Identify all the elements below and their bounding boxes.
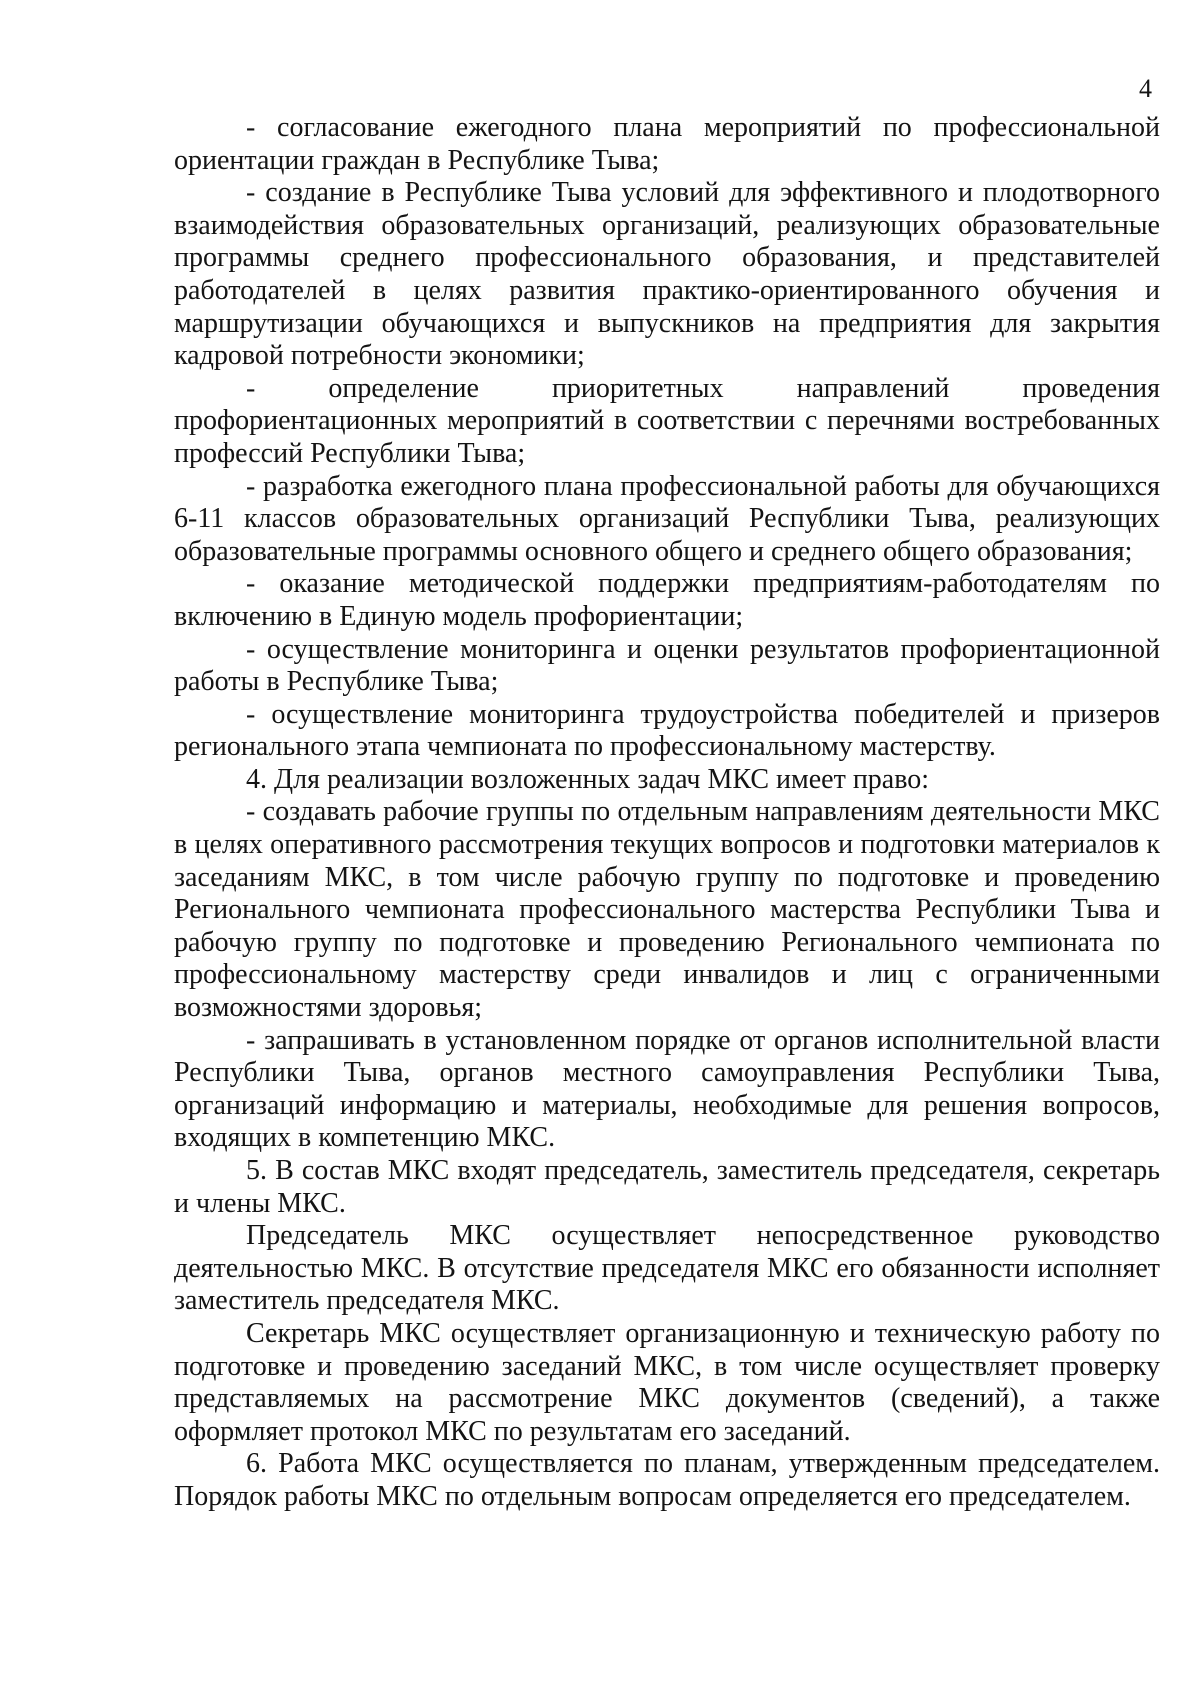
paragraph: 5. В состав МКС входят председатель, заместитель председателя, секретарь и члены МКС. [174,1155,1160,1219]
paragraph: - запрашивать в установленном порядке от органов исполнительной власти Республики Тыва, органов местного самоуправления Республики Тыва, организаций информацию и материалы, необходимые для решения вопросов, входящих в компетенцию МКС. [174,1024,1160,1154]
paragraph: 6. Работа МКС осуществляется по планам, утвержденным председателем. Порядок работы МКС по отдельным вопросам определяется его председателем. [174,1448,1160,1512]
paragraph: - создание в Республике Тыва условий для эффективного и плодотворного взаимодействия образовательных организаций, реализующих образовательные программы среднего профессионального образования, и представителей работодателей в целях развития практико-ориентированного обучения и маршрутизации обучающихся и выпускников на предприятия для закрытия кадровой потребности экономики; [174,177,1160,372]
paragraph: - осуществление мониторинга трудоустройства победителей и призеров регионального этапа чемпионата по профессиональному мастерству. [174,698,1160,763]
paragraph: - осуществление мониторинга и оценки результатов профориентационной работы в Республике Тыва; [174,633,1160,698]
paragraph: - создавать рабочие группы по отдельным направлениям деятельности МКС в целях оперативного рассмотрения текущих вопросов и подготовки материалов к заседаниям МКС, в том числе рабочую группу по подготовке и проведению Регионального чемпионата профессионального мастерства Республики Тыва и рабочую группу по подготовке и проведению Регионального чемпионата по профессиональному мастерству среди инвалидов и лиц с ограниченными возможностями здоровья; [174,796,1160,1024]
paragraph: - оказание методической поддержки предприятиям-работодателям по включению в Единую модель профориентации; [174,568,1160,632]
document-body [174,112,1160,1514]
paragraph: Председатель МКС осуществляет непосредственное руководство деятельностью МКС. В отсутствие председателя МКС его обязанности исполняет заместитель председателя МКС. [174,1220,1160,1317]
paragraph: - разработка ежегодного плана профессиональной работы для обучающихся 6-11 классов образовательных организаций Республики Тыва, реализующих образовательные программы основного общего и среднего общего образования; [174,470,1160,567]
paragraph: 4. Для реализации возложенных задач МКС имеет право: [246,763,930,795]
paragraph: Секретарь МКС осуществляет организационную и техническую работу по подготовке и проведению заседаний МКС, в том числе осуществляет проверку представляемых на рассмотрение МКС документов (сведений), а также оформляет протокол МКС по результатам его заседаний. [174,1317,1160,1447]
page-number: 4 [1139,74,1152,103]
paragraph: - согласование ежегодного плана мероприятий по профессиональной ориентации граждан в Республике Тыва; [174,112,1160,176]
paragraph: - определение приоритетных направлений проведения профориентационных мероприятий в соответствии с перечнями востребованных профессий Республики Тыва; [174,372,1160,469]
